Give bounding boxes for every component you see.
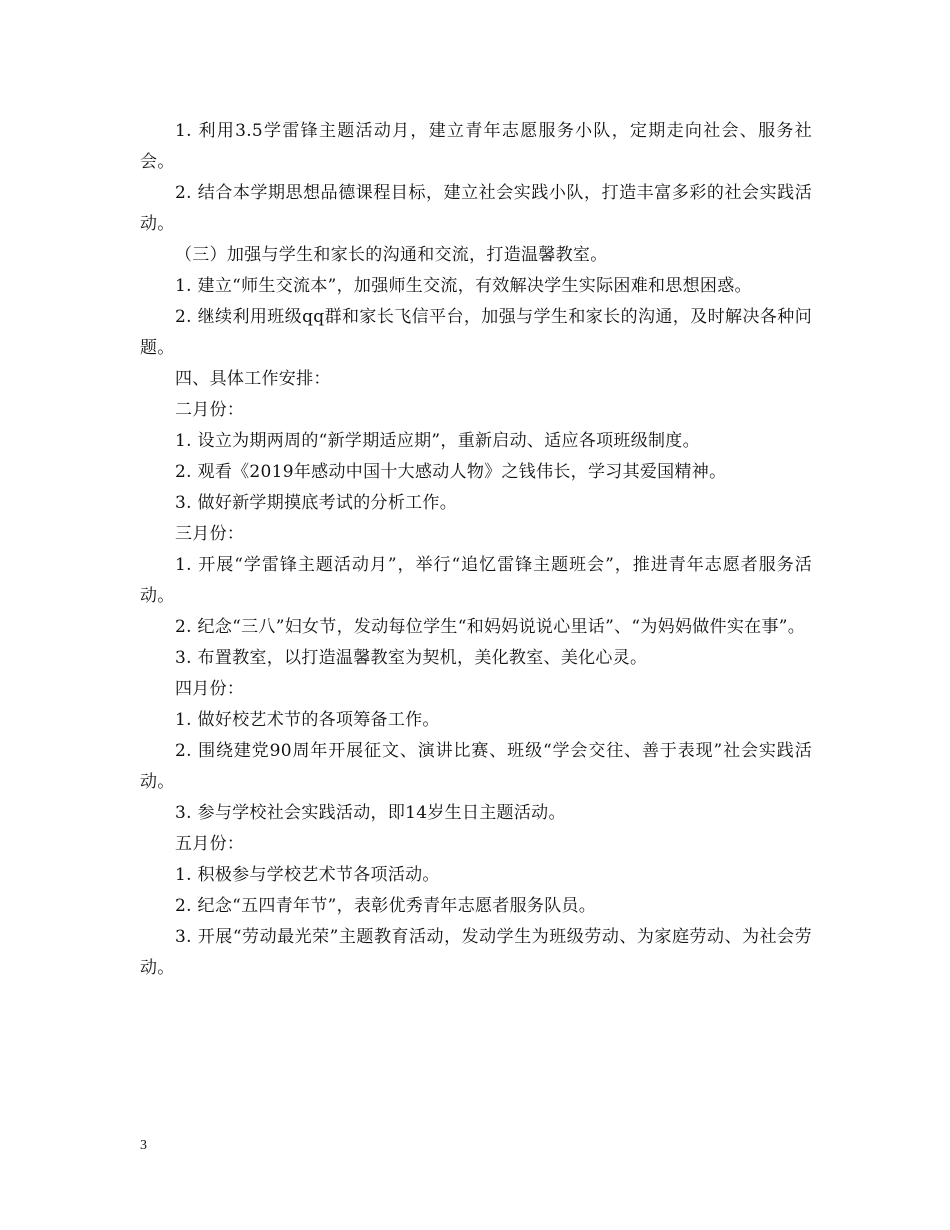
document-body [140, 116, 812, 984]
section-heading: 四、具体工作安排： [175, 369, 331, 389]
paragraph: 2. 结合本学期思想品德课程目标，建立社会实践小队，打造丰富多彩的社会实践活动。 [140, 183, 812, 234]
paragraph: 3. 开展“劳动最光荣”主题教育活动，发动学生为班级劳动、为家庭劳动、为社会劳动。 [140, 927, 812, 978]
paragraph: 1. 开展“学雷锋主题活动月”，举行“追忆雷锋主题班会”，推进青年志愿者服务活动。 [140, 555, 812, 606]
page-number: 3 [140, 1138, 147, 1153]
paragraph: 1. 做好校艺术节的各项筹备工作。 [175, 710, 440, 730]
paragraph: 2. 观看《2019年感动中国十大感动人物》之钱伟长，学习其爱国精神。 [175, 462, 727, 482]
paragraph: 2. 继续利用班级qq群和家长飞信平台，加强与学生和家长的沟通，及时解决各种问题。 [140, 307, 812, 358]
month-heading: 四月份： [175, 679, 245, 699]
paragraph: 2. 纪念“五四青年节”，表彰优秀青年志愿者服务队员。 [175, 896, 597, 916]
paragraph: 1. 利用3.5学雷锋主题活动月，建立青年志愿服务小队，定期走向社会、服务社会。 [140, 121, 812, 172]
paragraph: 3. 参与学校社会实践活动，即14岁生日主题活动。 [175, 803, 566, 823]
paragraph: 3. 布置教室，以打造温馨教室为契机，美化教室、美化心灵。 [175, 648, 648, 668]
month-heading: 三月份： [175, 524, 245, 544]
paragraph: 2. 围绕建党90周年开展征文、演讲比赛、班级“学会交往、善于表现”社会实践活动。 [140, 741, 812, 792]
paragraph: 3. 做好新学期摸底考试的分析工作。 [175, 493, 458, 513]
paragraph: 1. 建立“师生交流本”，加强师生交流，有效解决学生实际困难和思想困惑。 [175, 276, 752, 296]
month-heading: 五月份： [175, 834, 245, 854]
section-heading: （三）加强与学生和家长的沟通和交流，打造温馨教室。 [175, 245, 608, 265]
paragraph: 2. 纪念“三八”妇女节，发动每位学生“和妈妈说说心里话”、“为妈妈做件实在事”。 [175, 617, 806, 637]
paragraph: 1. 设立为期两周的“新学期适应期”，重新启动、适应各项班级制度。 [175, 431, 700, 451]
paragraph: 1. 积极参与学校艺术节各项活动。 [175, 865, 440, 885]
month-heading: 二月份： [175, 400, 245, 420]
